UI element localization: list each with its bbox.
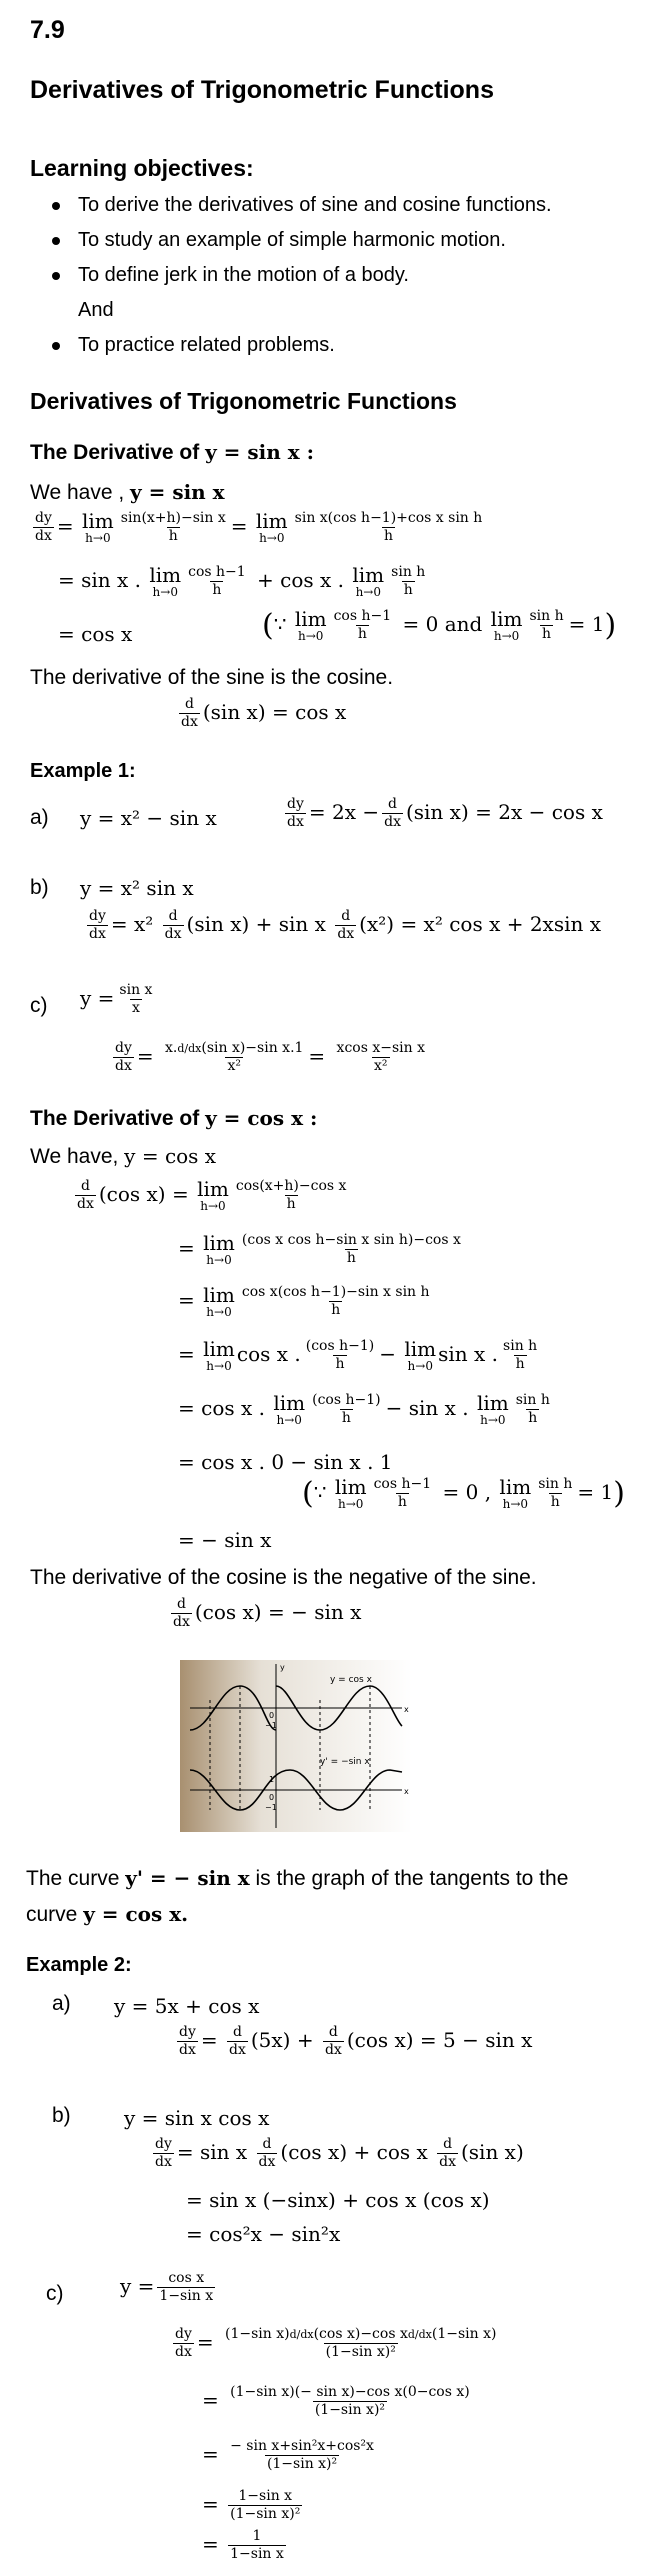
learning-objectives-heading: Learning objectives: xyxy=(30,155,254,181)
example-2c-derivative-line-4: = $\frac{\text{1−sin x}}{\text{(1−sin x)²}}$ xyxy=(202,2488,301,2522)
example-2c-derivative-line-5: = $\frac{1}{\text{1−sin x}}$ xyxy=(202,2528,284,2562)
sine-result: $\frac{d}{dx}$ (sin x) = cos x xyxy=(181,696,347,730)
example-2a-result: (cos x) = 5 − sin x xyxy=(346,2028,533,2052)
list-item: To derive the derivatives of sine and cosine functions. xyxy=(52,188,552,223)
example-2b-derivative: $\frac{dy}{dx}$ = sin x $\frac{d}{dx}$ (cos x) + cos x $\frac{d}{dx}$ (sin x) xyxy=(155,2136,524,2170)
cos-sin-graph-figure xyxy=(180,1660,412,1832)
example-2a-derivative: $\frac{dy}{dx}$ = $\frac{d}{dx}$ (5x) + $\frac{d}{dx}$ (cos x) = 5 − sin x xyxy=(179,2024,533,2058)
example-2c-derivative-line-1: $\frac{dy}{dx}$ = $\frac{\text{(1−sin x)d/dx(cos x)−cos xd/dx(1−sin x)}}{\text{(1−sin x)²}}$ xyxy=(175,2326,497,2360)
tick-minus-one-lower: −1 xyxy=(265,1803,277,1812)
y-axis-label: y xyxy=(280,1663,285,1672)
sine-limit-note: (∵ lim h→0 $\frac{\text{cos h−1}}{h}$ = 0 and lim h→0 $\frac{\text{sin h}}{h}$ = 1) xyxy=(262,606,617,643)
we-have-math: y = sin x xyxy=(130,480,225,504)
graph-background xyxy=(180,1660,412,1832)
list-item: To practice related problems. xyxy=(52,328,552,363)
tangent-math-b: y = cos x. xyxy=(83,1902,189,1926)
label-cos: y = cos x xyxy=(330,1675,372,1685)
cosine-derivation-line-4: = lim h→0 cos x . $\frac{\text{(cos h−1)}}{h}$ − lim h→0 sin x . $\frac{\text{sin h}}{h}$ xyxy=(178,1336,538,1373)
cosine-derivation-line-5: = cos x . lim h→0 $\frac{\text{(cos h−1)}}{h}$ − sin x . lim h→0 $\frac{\text{sin h}}{h}$ xyxy=(178,1390,550,1427)
example-1c-function: y = $\frac{\text{sin x}}{x}$ xyxy=(80,982,153,1016)
example-1c-eq: y = xyxy=(80,986,115,1010)
cosine-derivation-line-1: $\frac{d}{dx}$ (cos x) = lim h→0 $\frac{\text{cos(x+h)−cos x}}{h}$ xyxy=(77,1176,347,1213)
x-axis-label-lower: x xyxy=(404,1787,409,1796)
cosine-derivation-line-2: = lim h→0 $\frac{\text{(cos x cos h−sin x sin h)−cos x}}{h}$ xyxy=(178,1230,461,1267)
label-neg-sin: y' = −sin x xyxy=(320,1757,370,1767)
learning-objectives-list xyxy=(52,188,552,363)
example-1a-label: a) xyxy=(30,806,49,829)
cosine-result: $\frac{d}{dx}$ (cos x) = − sin x xyxy=(173,1596,362,1630)
tangent-line-1 xyxy=(26,1866,568,1891)
example-2c-eq: y = xyxy=(120,2274,155,2298)
list-item: To define jerk in the motion of a body. xyxy=(52,258,552,293)
sine-derivation-line-2: = sin x . lim h→0 $\frac{\text{cos h−1}}{h}$ + cos x . lim h→0 $\frac{\text{sin h}}{h}$ xyxy=(58,562,426,599)
sine-conclusion: The derivative of the sine is the cosine. xyxy=(30,666,394,689)
we-have-text: We have , xyxy=(30,481,125,504)
cosine-derivation-line-3: = lim h→0 $\frac{\text{cos x(cos h−1)−sin x sin h}}{h}$ xyxy=(178,1282,430,1319)
sine-heading-text: The Derivative of xyxy=(30,441,206,464)
tick-one-lower: 1 xyxy=(269,1775,275,1784)
sine-heading xyxy=(30,440,314,465)
tick-minus-one: −1 xyxy=(265,1721,277,1730)
x-axis-label: x xyxy=(404,1705,409,1714)
list-item: And xyxy=(78,299,114,321)
example-2c-derivative-line-3: = $\frac{\text{− sin x+sin²x+cos²x}}{\text{(1−sin x)²}}$ xyxy=(202,2438,374,2472)
example-2a-function: y = 5x + cos x xyxy=(114,1994,260,2018)
example-1c-derivative: $\frac{dy}{dx}$ = $\frac{\text{x.d/dx(sin x)−sin x.1}}{\text{x²}}$ = $\frac{\text{xcos x−sin x}}{\text{x²}}$ xyxy=(115,1040,425,1074)
example-2a-label: a) xyxy=(52,1992,71,2015)
we-have-math: y = cos x xyxy=(124,1144,217,1168)
sine-derivation-line-3: = cos x xyxy=(58,622,133,646)
example-1b-label: b) xyxy=(30,876,49,899)
section-number: 7.9 xyxy=(30,16,65,44)
tick-zero-lower: 0 xyxy=(269,1793,275,1802)
tangent-text-c: curve xyxy=(26,1903,84,1926)
example-1a-derivative: $\frac{dy}{dx}$ = 2x − $\frac{d}{dx}$ (sin x) = 2x − cos x xyxy=(287,796,603,830)
page-title: Derivatives of Trigonometric Functions xyxy=(30,76,494,104)
list-item: To study an example of simple harmonic motion. xyxy=(52,223,552,258)
tangent-text-a: The curve xyxy=(26,1867,126,1890)
tangent-line-2 xyxy=(26,1902,188,1927)
example-2b-line-2: = sin x (−sinx) + cos x (cos x) xyxy=(186,2188,490,2212)
example-2c-derivative-line-2: = $\frac{\text{(1−sin x)(− sin x)−cos x(0−cos x)}}{\text{(1−sin x)²}}$ xyxy=(202,2384,470,2418)
tangent-text-b: is the graph of the tangents to the xyxy=(249,1867,569,1890)
sine-derivation-line-1: $\frac{dy}{dx}$ = lim h→0 $\frac{\text{sin(x+h)−sin x}}{h}$ = lim h→0 $\frac{\text{sin x(cos h−1)+cos x sin h}}{h}$ xyxy=(35,508,483,545)
cosine-heading-text: The Derivative of xyxy=(30,1107,206,1130)
tangent-math-a: y' = − sin x xyxy=(125,1866,250,1890)
example-2b-function: y = sin x cos x xyxy=(124,2106,270,2130)
cosine-derivation-line-7: = − sin x xyxy=(178,1528,272,1552)
example-2c-label: c) xyxy=(46,2282,64,2305)
section-subheading: Derivatives of Trigonometric Functions xyxy=(30,388,457,414)
cos-sin-graph xyxy=(180,1660,412,1832)
example-1b-derivative: $\frac{dy}{dx}$ = x² $\frac{d}{dx}$ (sin x) + sin x $\frac{d}{dx}$ (x²) = x² cos x + 2xsin x xyxy=(89,908,602,942)
example-1b-result: = x² cos x + 2xsin x xyxy=(400,912,602,936)
example-1c-label: c) xyxy=(30,994,48,1017)
example-1-heading: Example 1: xyxy=(30,760,136,782)
cosine-limit-note: (∵ lim h→0 $\frac{\text{cos h−1}}{h}$ = 0 , lim h→0 $\frac{\text{sin h}}{h}$ = 1) xyxy=(302,1474,625,1511)
cosine-heading-math: y = cos x : xyxy=(205,1106,318,1130)
tick-zero: 0 xyxy=(269,1711,275,1720)
sine-heading-math: y = sin x : xyxy=(205,440,314,464)
cosine-derivation-line-6: = cos x . 0 − sin x . 1 xyxy=(178,1450,393,1474)
example-1a-result: (sin x) = 2x − cos x xyxy=(405,800,603,824)
cosine-conclusion: The derivative of the cosine is the negative of the sine. xyxy=(30,1566,537,1589)
example-2-heading: Example 2: xyxy=(26,1954,132,1976)
cosine-result-text: (cos x) = − sin x xyxy=(194,1600,362,1624)
sine-we-have xyxy=(30,480,225,505)
example-2b-line-3: = cos²x − sin²x xyxy=(186,2222,341,2246)
cosine-heading xyxy=(30,1106,317,1131)
example-1a-rhs: = 2x − xyxy=(308,800,380,824)
example-2c-function: y = $\frac{\text{cos x}}{\text{1−sin x}}$ xyxy=(120,2270,214,2304)
example-1b-function: y = x² sin x xyxy=(80,876,194,900)
cosine-we-have xyxy=(30,1144,216,1169)
example-1a-function: y = x² − sin x xyxy=(80,806,217,830)
example-2b-label: b) xyxy=(52,2104,71,2127)
we-have-text: We have, xyxy=(30,1145,119,1168)
sine-result-text: (sin x) = cos x xyxy=(202,700,347,724)
